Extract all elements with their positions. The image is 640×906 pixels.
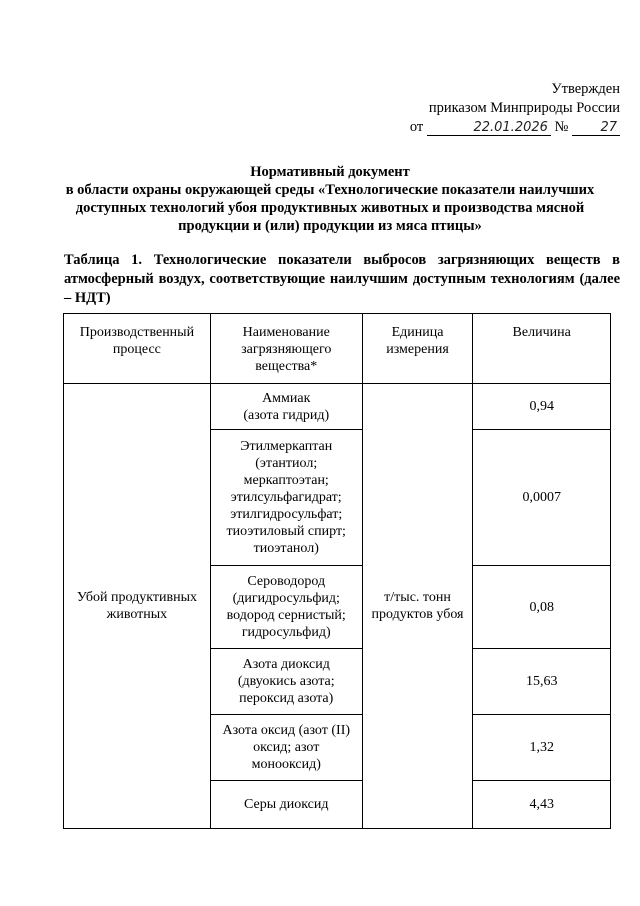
cell-value: 4,43	[473, 781, 611, 829]
cell-substance: Сероводород (дигидросульфид; водород сернистый; гидросульфид)	[210, 566, 362, 649]
table-row	[64, 384, 611, 430]
table-caption: Таблица 1. Технологические показатели выбросов загрязняющих веществ в атмосферный воздух, соответствующие наилучшим доступным технологиям (далее – НДТ)	[64, 252, 620, 306]
approval-line-1: Утвержден	[551, 81, 620, 97]
handwritten-date: 22.01.2026	[427, 121, 551, 136]
cell-value: 0,0007	[473, 430, 611, 566]
header-value: Величина	[473, 314, 611, 384]
header-substance: Наименование загрязняющего вещества*	[210, 314, 362, 384]
cell-substance: Серы диоксид	[210, 781, 362, 829]
cell-unit: т/тыс. тонн продуктов убоя	[362, 384, 473, 829]
number-prefix: №	[554, 119, 569, 135]
title-line-1: Нормативный документ	[250, 164, 410, 180]
cell-substance: Этилмеркаптан (этантиол; меркаптоэтан; этилсульфагидрат; этилгидросульфат; тиоэтиловый спирт; тиоэтанол)	[210, 430, 362, 566]
date-prefix: от	[409, 119, 424, 135]
ndt-emissions-table	[63, 313, 611, 829]
table-header-row	[64, 314, 611, 384]
title-line-2: в области охраны окружающей среды «Технологические показатели наилучших доступных технологий убоя продуктивных животных и производства мясной продукции и (или) продукции из мяса птицы»	[65, 182, 595, 234]
cell-process: Убой продуктивных животных	[64, 384, 211, 829]
cell-value: 15,63	[473, 649, 611, 715]
approval-date-line	[410, 118, 620, 137]
handwritten-number: 27	[572, 121, 620, 136]
cell-substance: Азота оксид (азот (II) оксид; азот монооксид)	[210, 715, 362, 781]
approval-stamp	[410, 80, 620, 137]
cell-substance: Аммиак (азота гидрид)	[210, 384, 362, 430]
header-process: Производственный процесс	[64, 314, 211, 384]
document-title	[40, 163, 620, 235]
header-unit: Единица измерения	[362, 314, 473, 384]
cell-value: 0,94	[473, 384, 611, 430]
cell-value: 1,32	[473, 715, 611, 781]
cell-value: 0,08	[473, 566, 611, 649]
approval-line-2: приказом Минприроды России	[428, 100, 620, 116]
cell-substance: Азота диоксид (двуокись азота; пероксид азота)	[210, 649, 362, 715]
